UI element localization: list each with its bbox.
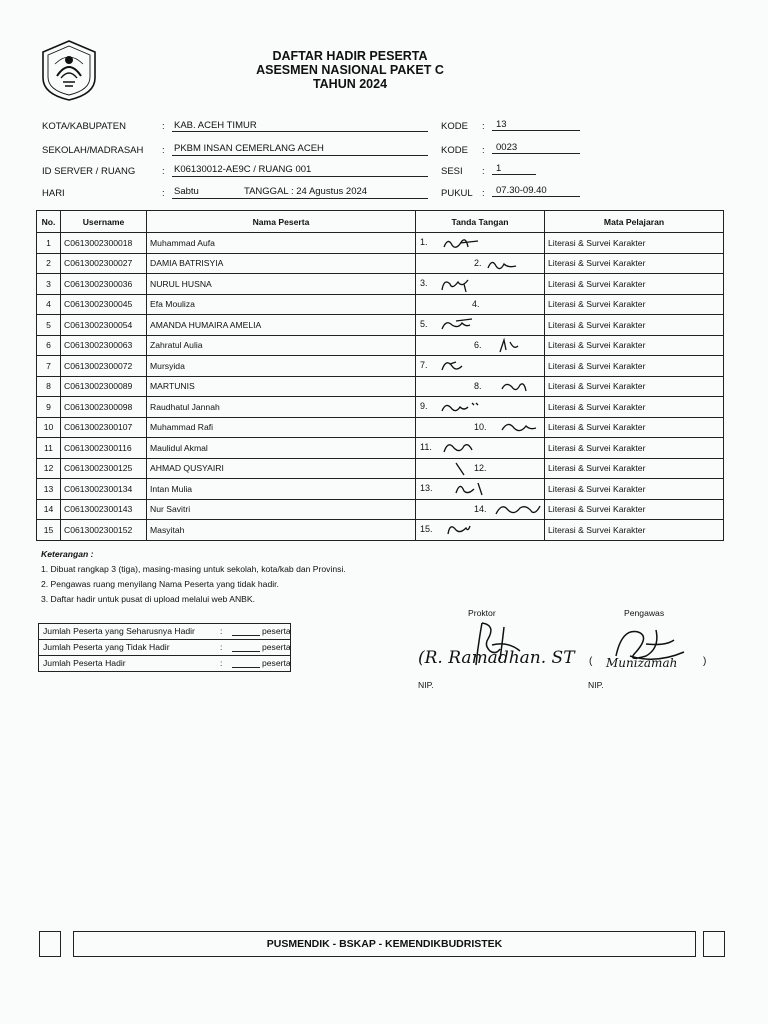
colon: :: [162, 121, 165, 132]
row-participant-name: Masyitah: [147, 520, 416, 541]
colon: :: [220, 642, 223, 652]
col-header-subject: Mata Pelajaran: [545, 211, 724, 233]
signature-number: 13.: [420, 483, 433, 493]
proktor-label: Proktor: [468, 608, 496, 618]
signature-number: 1.: [420, 237, 428, 247]
row-username: C0613002300045: [61, 294, 147, 315]
row-subject: Literasi & Survei Karakter: [545, 479, 724, 500]
sesi-underline: [492, 174, 536, 175]
table-row: [37, 479, 724, 500]
server-value: K06130012-AE9C / RUANG 001: [174, 164, 312, 175]
kode1-underline: [492, 130, 580, 131]
row-username: C0613002300072: [61, 356, 147, 377]
signature-number: 15.: [420, 524, 433, 534]
table-row: [37, 356, 724, 377]
row-username: C0613002300089: [61, 376, 147, 397]
row-number: 1: [37, 233, 61, 254]
handwritten-signature: [416, 254, 545, 274]
row-participant-name: Nur Savitri: [147, 499, 416, 520]
row-subject: Literasi & Survei Karakter: [545, 499, 724, 520]
sekolah-value: PKBM INSAN CEMERLANG ACEH: [174, 143, 324, 154]
row-number: 12: [37, 458, 61, 479]
handwritten-signature: [416, 315, 545, 335]
hari-underline: [172, 198, 428, 199]
summary-unit: peserta: [262, 658, 291, 668]
handwritten-signature: [416, 438, 545, 458]
row-username: C0613002300018: [61, 233, 147, 254]
handwritten-signature: [416, 459, 545, 479]
row-username: C0613002300098: [61, 397, 147, 418]
row-participant-name: Intan Mulia: [147, 479, 416, 500]
summary-label: Jumlah Peserta Hadir: [43, 658, 126, 668]
colon: :: [482, 166, 485, 177]
table-row: [37, 294, 724, 315]
signature-number: 6.: [474, 339, 482, 350]
summary-row: [39, 656, 290, 671]
summary-blank-field: [232, 667, 260, 668]
pukul-value: 07.30-09.40: [496, 185, 547, 196]
row-subject: Literasi & Survei Karakter: [545, 458, 724, 479]
handwritten-signature: [416, 418, 545, 438]
row-signature-cell: [416, 233, 545, 254]
handwritten-signature: [416, 479, 545, 499]
colon: :: [162, 145, 165, 156]
pengawas-name: Munizamah: [606, 656, 678, 670]
row-number: 6: [37, 335, 61, 356]
document-year: TAHUN 2024: [312, 77, 388, 91]
row-subject: Literasi & Survei Karakter: [545, 253, 724, 274]
footer-banner: PUSMENDIK - BSKAP - KEMENDIKBUDRISTEK: [73, 931, 696, 957]
footer-left-box: [39, 931, 61, 957]
pukul-label: PUKUL: [441, 188, 473, 199]
kota-underline: [172, 131, 428, 132]
summary-label: Jumlah Peserta yang Tidak Hadir: [43, 642, 170, 652]
row-number: 11: [37, 438, 61, 459]
row-username: C0613002300125: [61, 458, 147, 479]
signature-number: 5.: [420, 319, 428, 329]
row-signature-cell: [416, 438, 545, 459]
pengawas-nip-label: NIP.: [588, 680, 604, 690]
note-item: 2. Pengawas ruang menyilang Nama Peserta yang tidak hadir.: [41, 579, 279, 589]
row-signature-cell: [416, 397, 545, 418]
summary-row: [39, 640, 290, 656]
colon: :: [162, 166, 165, 177]
handwritten-signature: [416, 520, 545, 540]
tut-wuri-handayani-logo: [37, 38, 101, 102]
col-header-name: Nama Peserta: [147, 211, 416, 233]
table-row: [37, 315, 724, 336]
row-subject: Literasi & Survei Karakter: [545, 315, 724, 336]
signature-number: 14.: [474, 503, 487, 514]
kode1-label: KODE: [441, 121, 468, 132]
handwritten-signature: [416, 500, 545, 520]
hari-value: Sabtu: [174, 186, 199, 197]
pengawas-name-open: (: [589, 656, 593, 667]
sesi-label: SESI: [441, 166, 463, 177]
row-participant-name: Raudhatul Jannah: [147, 397, 416, 418]
sekolah-label: SEKOLAH/MADRASAH: [42, 145, 144, 156]
handwritten-signature: [416, 377, 545, 397]
table-row: [37, 397, 724, 418]
summary-label: Jumlah Peserta yang Seharusnya Hadir: [43, 626, 195, 636]
row-signature-cell: [416, 479, 545, 500]
row-participant-name: Muhammad Aufa: [147, 233, 416, 254]
table-row: [37, 376, 724, 397]
row-signature-cell: [416, 356, 545, 377]
summary-unit: peserta: [262, 642, 291, 652]
pukul-underline: [492, 196, 580, 197]
row-signature-cell: [416, 315, 545, 336]
attendance-summary-box: [38, 623, 291, 672]
colon: :: [482, 121, 485, 132]
table-row: [37, 253, 724, 274]
notes-section: [41, 547, 346, 607]
row-participant-name: NURUL HUSNA: [147, 274, 416, 295]
signature-number: 9.: [420, 401, 428, 411]
handwritten-signature: [416, 397, 545, 417]
table-row: [37, 417, 724, 438]
summary-unit: peserta: [262, 626, 291, 636]
colon: :: [482, 145, 485, 156]
row-username: C0613002300063: [61, 335, 147, 356]
pengawas-name-close: ): [703, 656, 707, 667]
row-username: C0613002300152: [61, 520, 147, 541]
signature-number: 12.: [474, 462, 487, 473]
row-participant-name: DAMIA BATRISYIA: [147, 253, 416, 274]
row-subject: Literasi & Survei Karakter: [545, 294, 724, 315]
sesi-value: 1: [496, 163, 502, 174]
kode2-underline: [492, 153, 580, 154]
document-title: DAFTAR HADIR PESERTA: [272, 49, 428, 63]
row-subject: Literasi & Survei Karakter: [545, 417, 724, 438]
row-number: 8: [37, 376, 61, 397]
kode2-value: 0023: [496, 142, 518, 153]
table-row: [37, 458, 724, 479]
signature-number: 4.: [472, 298, 480, 309]
kode1-value: 13: [496, 119, 507, 130]
table-row: [37, 335, 724, 356]
tanggal-text: TANGGAL : 24 Agustus 2024: [244, 186, 368, 197]
summary-row: [39, 624, 290, 640]
row-number: 3: [37, 274, 61, 295]
signature-number: 10.: [474, 421, 487, 432]
row-number: 9: [37, 397, 61, 418]
handwritten-signature: [416, 336, 545, 356]
row-username: C0613002300143: [61, 499, 147, 520]
document-subtitle: ASESMEN NASIONAL PAKET C: [256, 63, 444, 77]
row-signature-cell: [416, 499, 545, 520]
summary-blank-field: [232, 635, 260, 636]
server-label: ID SERVER / RUANG: [42, 166, 136, 177]
hari-label: HARI: [42, 188, 65, 199]
row-username: C0613002300134: [61, 479, 147, 500]
row-subject: Literasi & Survei Karakter: [545, 356, 724, 377]
colon: :: [220, 658, 223, 668]
note-item: 3. Daftar hadir untuk pusat di upload melalui web ANBK.: [41, 594, 256, 604]
row-participant-name: Zahratul Aulia: [147, 335, 416, 356]
server-underline: [172, 176, 428, 177]
signature-number: 8.: [474, 380, 482, 391]
row-participant-name: AHMAD QUSYAIRI: [147, 458, 416, 479]
table-row: [37, 438, 724, 459]
table-header-row: [37, 211, 724, 233]
row-username: C0613002300036: [61, 274, 147, 295]
signature-number: 2.: [474, 257, 482, 268]
row-signature-cell: [416, 335, 545, 356]
handwritten-signature: [416, 274, 545, 294]
row-subject: Literasi & Survei Karakter: [545, 397, 724, 418]
row-participant-name: Maulidul Akmal: [147, 438, 416, 459]
row-participant-name: Efa Mouliza: [147, 294, 416, 315]
row-signature-cell: [416, 274, 545, 295]
row-signature-cell: [416, 458, 545, 479]
row-number: 13: [37, 479, 61, 500]
row-signature-cell: [416, 520, 545, 541]
row-subject: Literasi & Survei Karakter: [545, 438, 724, 459]
kota-label: KOTA/KABUPATEN: [42, 121, 126, 132]
proktor-name: (R. Ramadhan. ST: [418, 648, 575, 668]
col-header-no: No.: [37, 211, 61, 233]
row-subject: Literasi & Survei Karakter: [545, 274, 724, 295]
table-row: [37, 499, 724, 520]
colon: :: [482, 188, 485, 199]
sekolah-underline: [172, 155, 428, 156]
row-participant-name: Mursyida: [147, 356, 416, 377]
handwritten-signature: [416, 233, 545, 253]
col-header-signature: Tanda Tangan: [416, 211, 545, 233]
row-signature-cell: [416, 294, 545, 315]
row-username: C0613002300054: [61, 315, 147, 336]
table-row: [37, 233, 724, 254]
row-subject: Literasi & Survei Karakter: [545, 520, 724, 541]
row-number: 4: [37, 294, 61, 315]
row-number: 15: [37, 520, 61, 541]
note-item: 1. Dibuat rangkap 3 (tiga), masing-masing untuk sekolah, kota/kab dan Provinsi.: [41, 564, 346, 574]
colon: :: [162, 188, 165, 199]
row-number: 14: [37, 499, 61, 520]
row-participant-name: Muhammad Rafi: [147, 417, 416, 438]
col-header-username: Username: [61, 211, 147, 233]
kode2-label: KODE: [441, 145, 468, 156]
attendance-table-body: [37, 233, 724, 541]
row-subject: Literasi & Survei Karakter: [545, 376, 724, 397]
colon: :: [220, 626, 223, 636]
row-signature-cell: [416, 376, 545, 397]
signature-number: 7.: [420, 360, 428, 370]
summary-blank-field: [232, 651, 260, 652]
row-number: 7: [37, 356, 61, 377]
row-subject: Literasi & Survei Karakter: [545, 233, 724, 254]
attendance-table: [36, 210, 724, 541]
row-signature-cell: [416, 417, 545, 438]
row-number: 10: [37, 417, 61, 438]
row-number: 5: [37, 315, 61, 336]
row-subject: Literasi & Survei Karakter: [545, 335, 724, 356]
footer-right-box: [703, 931, 725, 957]
row-username: C0613002300116: [61, 438, 147, 459]
row-number: 2: [37, 253, 61, 274]
row-signature-cell: [416, 253, 545, 274]
table-row: [37, 520, 724, 541]
row-username: C0613002300107: [61, 417, 147, 438]
signature-number: 11.: [420, 442, 432, 452]
row-username: C0613002300027: [61, 253, 147, 274]
table-row: [37, 274, 724, 295]
kota-value: KAB. ACEH TIMUR: [174, 120, 257, 131]
handwritten-signature: [416, 356, 545, 376]
row-participant-name: MARTUNIS: [147, 376, 416, 397]
signature-number: 3.: [420, 278, 428, 288]
proktor-nip-label: NIP.: [418, 680, 434, 690]
notes-heading: Keterangan :: [41, 549, 94, 559]
pengawas-label: Pengawas: [624, 608, 665, 618]
row-participant-name: AMANDA HUMAIRA AMELIA: [147, 315, 416, 336]
